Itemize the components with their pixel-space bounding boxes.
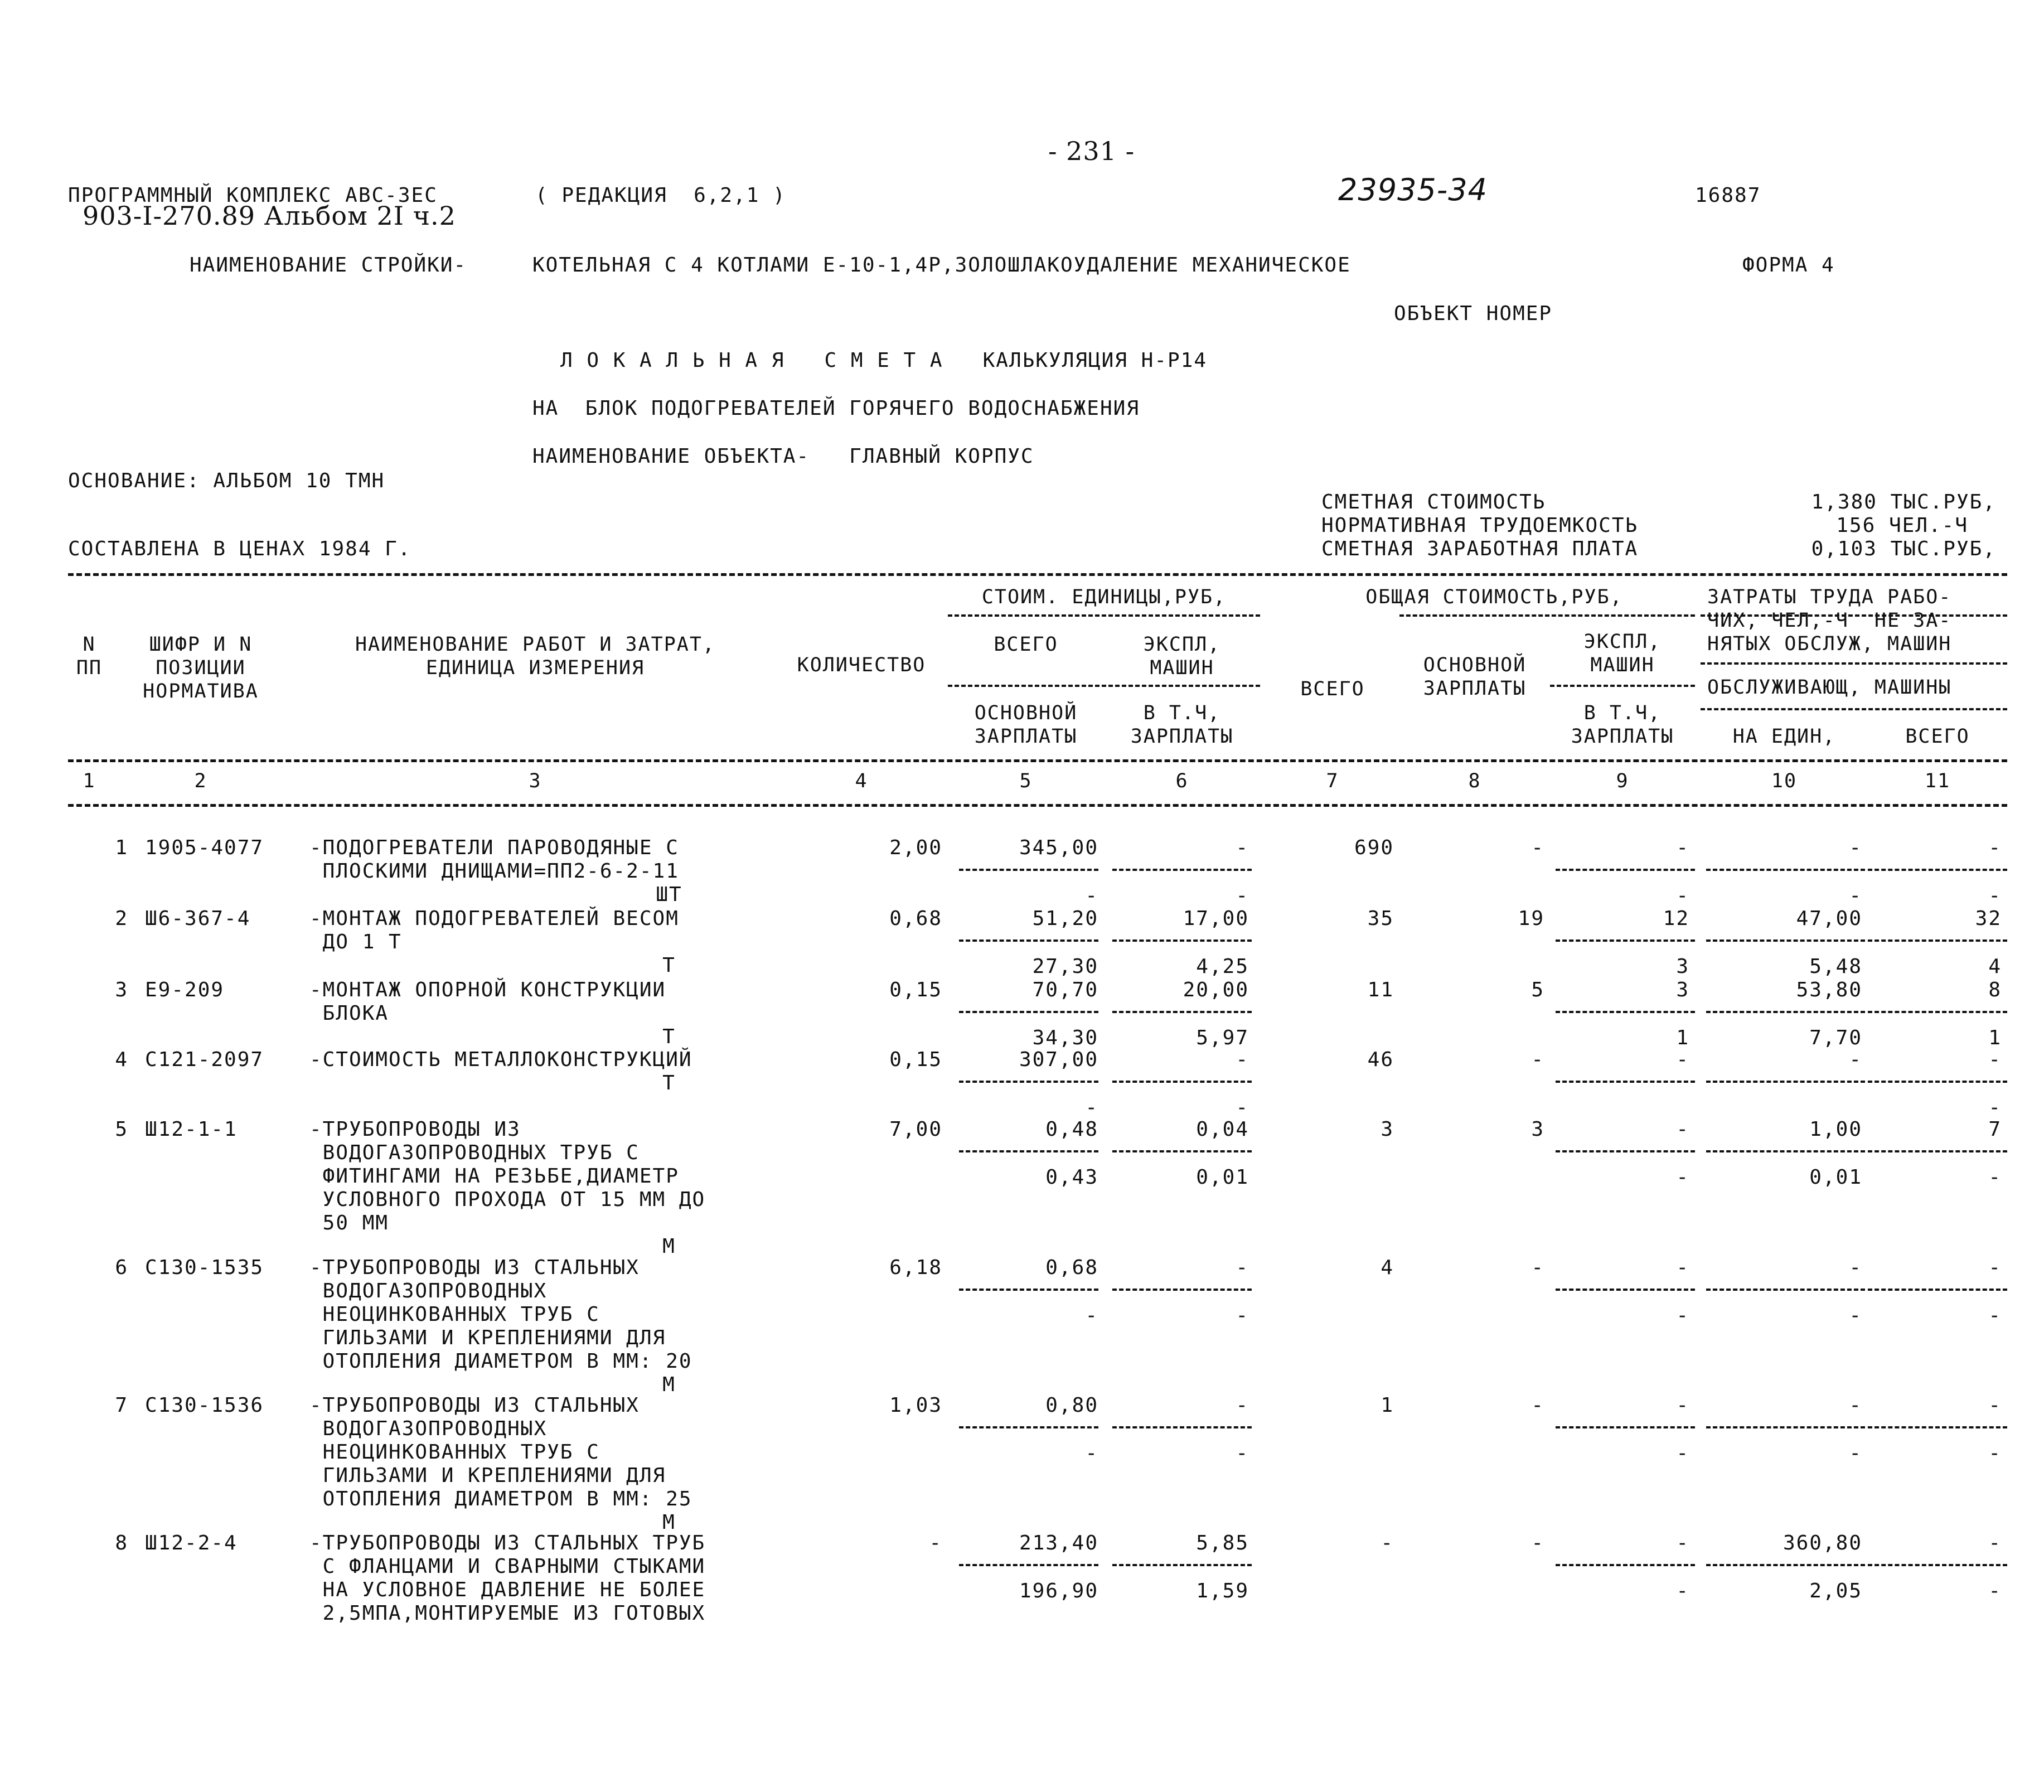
row-divider xyxy=(1868,1426,2007,1428)
row-number: 6 xyxy=(115,1256,128,1279)
row-labor-unit-machines: - xyxy=(1849,884,1862,907)
row-divider xyxy=(1868,939,2007,942)
row-labor-unit: 47,00 xyxy=(1796,907,1862,930)
row-divider xyxy=(1868,1289,2007,1291)
col-number: 5 xyxy=(1019,770,1033,792)
row-labor-total: - xyxy=(1988,836,2002,859)
summary-label-cost: СМЕТНАЯ СТОИМОСТЬ xyxy=(1321,491,1546,514)
row-divider xyxy=(1556,1564,1695,1566)
row-divider xyxy=(959,1289,1098,1291)
row-total-wages: - xyxy=(1531,1256,1544,1279)
row-unit-machine-wages: - xyxy=(1236,884,1249,907)
header-col9-top: ЭКСПЛ, МАШИН xyxy=(1583,631,1662,676)
row-unit-wages: 196,90 xyxy=(1019,1580,1098,1602)
row-unit-total: 307,00 xyxy=(1019,1048,1098,1071)
album-reference: 903-I-270.89 Альбом 2I ч.2 xyxy=(83,201,456,231)
row-unit-total: 213,40 xyxy=(1019,1532,1098,1554)
row-total-machines: 3 xyxy=(1676,979,1689,1001)
edition: ( РЕДАКЦИЯ 6,2,1 ) xyxy=(535,184,786,207)
row-quantity: 0,15 xyxy=(889,979,942,1001)
row-divider xyxy=(1112,1081,1252,1083)
row-number: 5 xyxy=(115,1118,128,1141)
row-code: Ш12-1-1 xyxy=(145,1118,238,1141)
row-unit-wages: 0,43 xyxy=(1045,1166,1098,1189)
row-labor-unit-machines: 7,70 xyxy=(1809,1026,1862,1049)
row-unit-machines: 20,00 xyxy=(1183,979,1249,1001)
row-divider xyxy=(1556,1426,1695,1428)
row-total-wages: 5 xyxy=(1531,979,1544,1001)
row-total-machine-wages: - xyxy=(1676,1580,1689,1602)
row-total-wages: - xyxy=(1531,1532,1544,1554)
row-unit-machine-wages: 0,01 xyxy=(1196,1166,1249,1189)
row-unit-machines: - xyxy=(1236,1394,1249,1417)
row-labor-total-machines: - xyxy=(1988,1166,2002,1189)
form-label: ФОРМА 4 xyxy=(1742,254,1835,277)
row-labor-total: 7 xyxy=(1988,1118,2002,1141)
row-total-wages: - xyxy=(1531,836,1544,859)
row-name: -ТРУБОПРОВОДЫ ИЗ СТАЛЬНЫХ ВОДОГАЗОПРОВОДНЫХ НЕОЦИНКОВАННЫХ ТРУБ С ГИЛЬЗАМИ И КРЕПЛЕНИЯМИ ДЛЯ ОТОПЛЕНИЯ ДИАМЕТРОМ В ММ: 20 xyxy=(309,1256,692,1373)
header-col7: ВСЕГО xyxy=(1300,678,1365,700)
row-total-machines: - xyxy=(1676,1532,1689,1554)
row-number: 3 xyxy=(115,979,128,1001)
row-labor-total: - xyxy=(1988,1532,2002,1554)
row-divider xyxy=(1706,869,1865,871)
header-col8: ОСНОВНОЙ ЗАРПЛАТЫ xyxy=(1423,654,1527,700)
row-unit: Т xyxy=(662,954,676,977)
row-divider xyxy=(1868,1011,2007,1013)
row-labor-unit: - xyxy=(1849,1048,1862,1071)
row-labor-unit-machines: 5,48 xyxy=(1809,955,1862,978)
row-code: Е9-209 xyxy=(145,979,225,1001)
row-divider xyxy=(1112,1011,1252,1013)
row-divider xyxy=(1112,939,1252,942)
header-total-cost: ОБЩАЯ СТОИМОСТЬ,РУБ, xyxy=(1365,586,1623,608)
row-labor-total: 8 xyxy=(1988,979,2002,1001)
row-total-machine-wages: - xyxy=(1676,1304,1689,1327)
row-number: 8 xyxy=(115,1532,128,1554)
header-col2: ШИФР И N ПОЗИЦИИ НОРМАТИВА xyxy=(143,633,259,703)
row-total: 11 xyxy=(1367,979,1394,1001)
col-number: 8 xyxy=(1468,770,1481,792)
row-unit-total: 0,48 xyxy=(1045,1118,1098,1141)
row-labor-unit: 53,80 xyxy=(1796,979,1862,1001)
row-labor-total-machines: - xyxy=(1988,1304,2002,1327)
row-total: 46 xyxy=(1367,1048,1394,1071)
row-total: 1 xyxy=(1381,1394,1394,1417)
column-numbers-rule xyxy=(68,804,2007,807)
row-labor-unit-machines: - xyxy=(1849,1304,1862,1327)
row-quantity: 6,18 xyxy=(889,1256,942,1279)
row-code: С121-2097 xyxy=(145,1048,264,1071)
row-name: -ТРУБОПРОВОДЫ ИЗ СТАЛЬНЫХ ТРУБ С ФЛАНЦАМИ И СВАРНЫМИ СТЫКАМИ НА УСЛОВНОЕ ДАВЛЕНИЕ НЕ БОЛЕЕ 2,5МПА,МОНТИРУЕМЫЕ ИЗ ГОТОВЫХ xyxy=(309,1532,706,1625)
row-total-wages: 3 xyxy=(1531,1118,1544,1141)
row-unit-total: 70,70 xyxy=(1032,979,1098,1001)
row-unit-total: 0,80 xyxy=(1045,1394,1098,1417)
row-total-machines: - xyxy=(1676,836,1689,859)
summary-value-wages: 0,103 ТЫС.РУБ, xyxy=(1811,537,1996,560)
handwritten-code: 23935-34 xyxy=(1338,172,1488,207)
row-total-machine-wages: - xyxy=(1676,1442,1689,1465)
row-divider xyxy=(1112,1289,1252,1291)
row-total: 3 xyxy=(1381,1118,1394,1141)
row-divider xyxy=(1868,1081,2007,1083)
row-unit: М xyxy=(662,1235,676,1258)
row-labor-total-machines: 1 xyxy=(1988,1026,2002,1049)
col-number: 9 xyxy=(1616,770,1629,792)
row-total-wages: - xyxy=(1531,1394,1544,1417)
row-unit-machine-wages: 1,59 xyxy=(1196,1580,1249,1602)
row-code: С130-1536 xyxy=(145,1394,264,1417)
col-number: 4 xyxy=(855,770,868,792)
row-total: - xyxy=(1381,1532,1394,1554)
row-unit-machine-wages: - xyxy=(1236,1096,1249,1119)
row-labor-unit-machines: 2,05 xyxy=(1809,1580,1862,1602)
row-unit: Т xyxy=(662,1072,676,1094)
row-total-machine-wages: - xyxy=(1676,1166,1689,1189)
row-divider xyxy=(1706,1081,1865,1083)
row-divider xyxy=(1706,1011,1865,1013)
col-number: 1 xyxy=(83,770,96,792)
row-labor-total: - xyxy=(1988,1256,2002,1279)
row-total-machines: - xyxy=(1676,1118,1689,1141)
row-divider xyxy=(1556,1289,1695,1291)
row-labor-unit-machines: 0,01 xyxy=(1809,1166,1862,1189)
col-number: 6 xyxy=(1175,770,1189,792)
row-divider xyxy=(959,1011,1098,1013)
row-quantity: 7,00 xyxy=(889,1118,942,1141)
header-bottom-rule xyxy=(68,759,2007,762)
row-labor-total: - xyxy=(1988,1048,2002,1071)
col-number: 7 xyxy=(1326,770,1339,792)
row-unit-machines: - xyxy=(1236,1048,1249,1071)
row-divider xyxy=(1706,1289,1865,1291)
page-number: - 231 - xyxy=(1048,136,1135,166)
row-number: 1 xyxy=(115,836,128,859)
row-unit-machines: 0,04 xyxy=(1196,1118,1249,1141)
row-labor-unit: 1,00 xyxy=(1809,1118,1862,1141)
row-labor-total-machines: 4 xyxy=(1988,955,2002,978)
header-col1: N ПП xyxy=(76,633,103,679)
table-top-rule xyxy=(68,573,2007,576)
header-col10: НА ЕДИН, xyxy=(1732,725,1836,748)
row-divider xyxy=(959,1426,1098,1428)
row-divider xyxy=(1556,1011,1695,1013)
row-divider xyxy=(1868,1564,2007,1566)
summary-label-wages: СМЕТНАЯ ЗАРАБОТНАЯ ПЛАТА xyxy=(1321,537,1639,560)
row-total-machine-wages: 3 xyxy=(1676,955,1689,978)
row-unit: М xyxy=(662,1373,676,1396)
row-divider xyxy=(1706,1150,1865,1152)
header-col5-bottom: ОСНОВНОЙ ЗАРПЛАТЫ xyxy=(974,702,1078,748)
row-divider xyxy=(1868,869,2007,871)
header-col4: КОЛИЧЕСТВО xyxy=(797,654,926,676)
row-unit-wages: - xyxy=(1085,884,1098,907)
row-total-wages: - xyxy=(1531,1048,1544,1071)
summary-label-labor: НОРМАТИВНАЯ ТРУДОЕМКОСТЬ xyxy=(1321,514,1639,537)
row-unit-machine-wages: 5,97 xyxy=(1196,1026,1249,1049)
row-divider xyxy=(1112,869,1252,871)
row-quantity: 1,03 xyxy=(889,1394,942,1417)
header-col6-top: ЭКСПЛ, МАШИН xyxy=(1143,633,1221,679)
row-unit-total: 0,68 xyxy=(1045,1256,1098,1279)
row-number: 2 xyxy=(115,907,128,930)
row-unit-wages: 34,30 xyxy=(1032,1026,1098,1049)
row-divider xyxy=(1556,869,1695,871)
row-unit: ШТ xyxy=(656,883,682,906)
row-unit-machines: - xyxy=(1236,1256,1249,1279)
row-divider xyxy=(1112,1426,1252,1428)
row-unit-machines: - xyxy=(1236,836,1249,859)
header-labor: ЗАТРАТЫ ТРУДА РАБО- ЧИХ, ЧЕЛ,-Ч НЕ ЗА- НЯТЫХ ОБСЛУЖ, МАШИН xyxy=(1707,586,1952,655)
row-divider xyxy=(1556,1081,1695,1083)
row-labor-total: - xyxy=(1988,1394,2002,1417)
row-total: 4 xyxy=(1381,1256,1394,1279)
row-unit-wages: 27,30 xyxy=(1032,955,1098,978)
row-name: -ТРУБОПРОВОДЫ ИЗ СТАЛЬНЫХ ВОДОГАЗОПРОВОДНЫХ НЕОЦИНКОВАННЫХ ТРУБ С ГИЛЬЗАМИ И КРЕПЛЕНИЯМИ ДЛЯ ОТОПЛЕНИЯ ДИАМЕТРОМ В ММ: 25 xyxy=(309,1394,692,1510)
doc-number: 16887 xyxy=(1695,184,1761,207)
header-col9-bottom: В Т.Ч, ЗАРПЛАТЫ xyxy=(1571,702,1674,748)
row-divider xyxy=(959,869,1098,871)
row-labor-unit: - xyxy=(1849,1256,1862,1279)
col-number: 2 xyxy=(194,770,207,792)
row-divider xyxy=(1706,939,1865,942)
row-divider xyxy=(1556,1150,1695,1152)
row-labor-total-machines: - xyxy=(1988,1580,2002,1602)
row-number: 4 xyxy=(115,1048,128,1071)
row-divider xyxy=(1112,1150,1252,1152)
construction-name: КОТЕЛЬНАЯ С 4 КОТЛАМИ Е-10-1,4Р,ЗОЛОШЛАКОУДАЛЕНИЕ МЕХАНИЧЕСКОЕ xyxy=(532,254,1351,277)
header-col5-top: ВСЕГО xyxy=(994,633,1058,656)
row-unit: М xyxy=(662,1511,676,1534)
row-total: 690 xyxy=(1354,836,1394,859)
row-code: Ш12-2-4 xyxy=(145,1532,238,1554)
row-unit-machines: 17,00 xyxy=(1183,907,1249,930)
row-name: -МОНТАЖ ПОДОГРЕВАТЕЛЕЙ ВЕСОМ ДО 1 Т xyxy=(309,907,679,953)
header-col11: ВСЕГО xyxy=(1905,725,1970,748)
row-total-machine-wages: 1 xyxy=(1676,1026,1689,1049)
row-code: С130-1535 xyxy=(145,1256,264,1279)
row-total-machines: - xyxy=(1676,1048,1689,1071)
row-quantity: 2,00 xyxy=(889,836,942,859)
row-labor-unit: 360,80 xyxy=(1783,1532,1862,1554)
row-quantity: - xyxy=(929,1532,942,1554)
row-unit-total: 345,00 xyxy=(1019,836,1098,859)
row-total-machines: - xyxy=(1676,1394,1689,1417)
prices-basis: СОСТАВЛЕНА В ЦЕНАХ 1984 Г. xyxy=(68,537,411,560)
row-divider xyxy=(959,1150,1098,1152)
row-divider xyxy=(1112,1564,1252,1566)
row-unit-total: 51,20 xyxy=(1032,907,1098,930)
summary-value-labor: 156 ЧЕЛ.-Ч xyxy=(1836,514,1968,537)
row-labor-total-machines: - xyxy=(1988,884,2002,907)
row-labor-total: 32 xyxy=(1975,907,2002,930)
header-col3: НАИМЕНОВАНИЕ РАБОТ И ЗАТРАТ, ЕДИНИЦА ИЗМЕРЕНИЯ xyxy=(355,633,715,679)
header-labor-machines: ОБСЛУЖИВАЮЩ, МАШИНЫ xyxy=(1707,676,1952,699)
col-number: 10 xyxy=(1771,770,1798,792)
row-unit-machine-wages: - xyxy=(1236,1304,1249,1327)
row-total-machines: 12 xyxy=(1663,907,1689,930)
row-unit: Т xyxy=(662,1025,676,1048)
row-divider xyxy=(959,1564,1098,1566)
col-number: 3 xyxy=(529,770,542,792)
row-total-wages: 19 xyxy=(1518,907,1544,930)
row-unit-wages: - xyxy=(1085,1304,1098,1327)
row-name: -ТРУБОПРОВОДЫ ИЗ ВОДОГАЗОПРОВОДНЫХ ТРУБ С ФИТИНГАМИ НА РЕЗЬБЕ,ДИАМЕТР УСЛОВНОГО ПРОХОДА ОТ 15 ММ ДО 50 ММ xyxy=(309,1118,706,1234)
row-divider xyxy=(1706,1426,1865,1428)
basis: ОСНОВАНИЕ: АЛЬБОМ 10 ТМН xyxy=(68,469,385,492)
row-labor-unit-machines: - xyxy=(1849,1442,1862,1465)
object-number-label: ОБЪЕКТ НОМЕР xyxy=(1394,302,1553,325)
row-code: 1905-4077 xyxy=(145,836,264,859)
row-code: Ш6-367-4 xyxy=(145,907,251,930)
row-labor-total-machines: - xyxy=(1988,1096,2002,1119)
object-name: НАИМЕНОВАНИЕ ОБЪЕКТА- ГЛАВНЫЙ КОРПУС xyxy=(532,445,1034,468)
row-name: -СТОИМОСТЬ МЕТАЛЛОКОНСТРУКЦИЙ xyxy=(309,1048,692,1071)
row-name: -МОНТАЖ ОПОРНОЙ КОНСТРУКЦИИ БЛОКА xyxy=(309,979,666,1025)
row-divider xyxy=(959,939,1098,942)
row-divider xyxy=(1706,1564,1865,1566)
row-total: 35 xyxy=(1367,907,1394,930)
row-total-machines: - xyxy=(1676,1256,1689,1279)
row-name: -ПОДОГРЕВАТЕЛИ ПАРОВОДЯНЫЕ С ПЛОСКИМИ ДНИЩАМИ=ПП2-6-2-11 xyxy=(309,836,679,883)
row-labor-total-machines: - xyxy=(1988,1442,2002,1465)
row-unit-machine-wages: - xyxy=(1236,1442,1249,1465)
row-unit-machine-wages: 4,25 xyxy=(1196,955,1249,978)
row-labor-unit: - xyxy=(1849,836,1862,859)
row-labor-unit: - xyxy=(1849,1394,1862,1417)
row-divider xyxy=(959,1081,1098,1083)
row-unit-wages: - xyxy=(1085,1442,1098,1465)
row-divider xyxy=(1556,939,1695,942)
row-divider xyxy=(1868,1150,2007,1152)
row-quantity: 0,68 xyxy=(889,907,942,930)
program-name: ПРОГРАММНЫЙ КОМПЛЕКС АВС-ЗЕС xyxy=(68,184,438,207)
header-col6-bottom: В Т.Ч, ЗАРПЛАТЫ xyxy=(1130,702,1234,748)
document-subject: НА БЛОК ПОДОГРЕВАТЕЛЕЙ ГОРЯЧЕГО ВОДОСНАБЖЕНИЯ xyxy=(532,397,1140,420)
document-title: Л О К А Л Ь Н А Я С М Е Т А КАЛЬКУЛЯЦИЯ Н-Р14 xyxy=(560,349,1208,372)
col-number: 11 xyxy=(1924,770,1951,792)
row-unit-machines: 5,85 xyxy=(1196,1532,1249,1554)
row-total-machine-wages: - xyxy=(1676,884,1689,907)
row-quantity: 0,15 xyxy=(889,1048,942,1071)
summary-value-cost: 1,380 ТЫС.РУБ, xyxy=(1811,491,1996,514)
header-unit-cost: СТОИМ. ЕДИНИЦЫ,РУБ, xyxy=(981,586,1227,608)
row-number: 7 xyxy=(115,1394,128,1417)
row-unit-wages: - xyxy=(1085,1096,1098,1119)
construction-label: НАИМЕНОВАНИЕ СТРОЙКИ- xyxy=(190,254,467,277)
